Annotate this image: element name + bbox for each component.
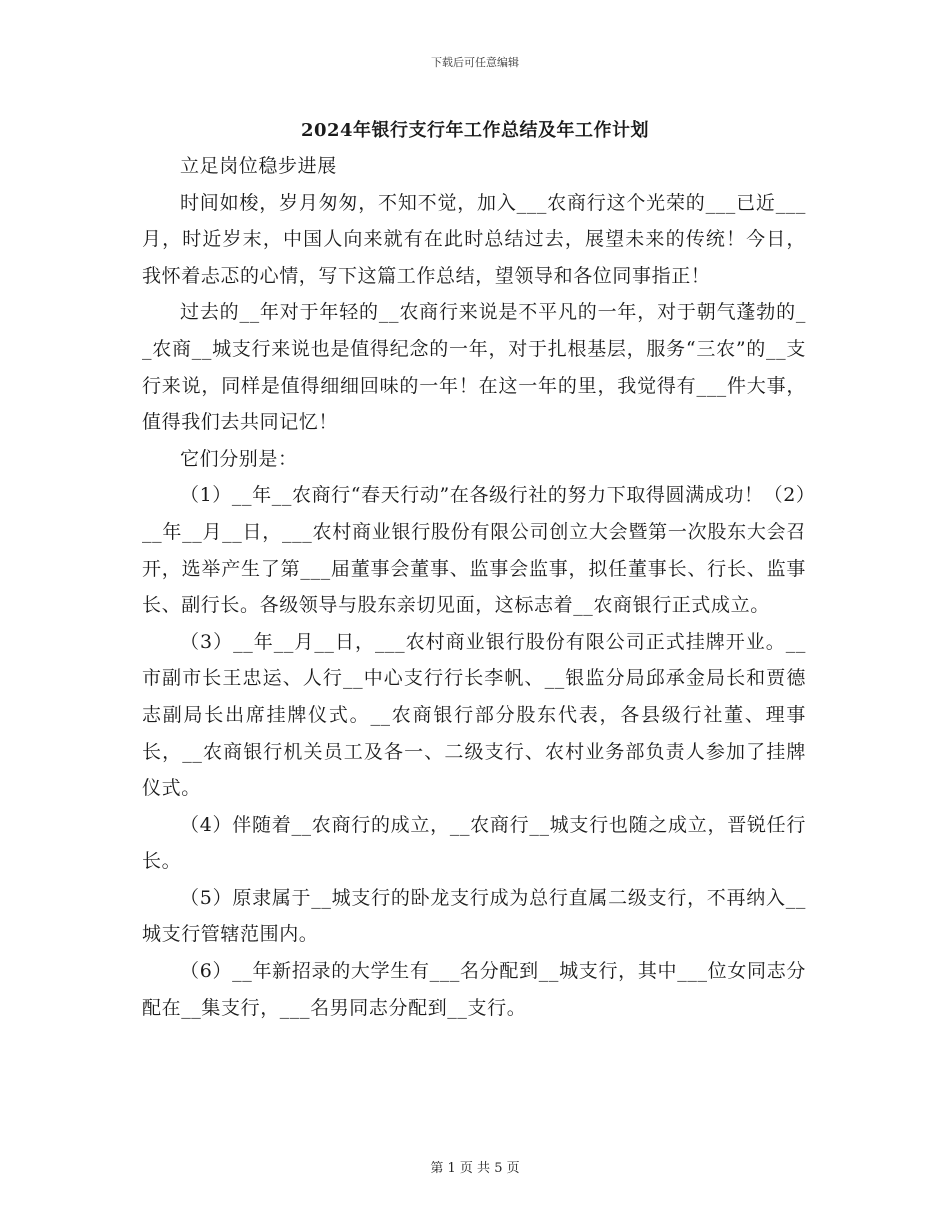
document-body xyxy=(142,148,806,1026)
page-footer: 第 1 页 共 5 页 xyxy=(430,1161,520,1176)
paragraph-item-6: （6）__年新招录的大学生有___名分配到__城支行，其中___位女同志分配在__集支行，___名男同志分配到__支行。 xyxy=(142,960,806,1019)
paragraph-past-year: 过去的__年对于年轻的__农商行来说是不平凡的一年，对于朝气蓬勃的__农商__城支行来说也是值得纪念的一年，对于扎根基层，服务“三农”的__支行来说，同样是值得细细回味的一年！在这一年的里，我觉得有___件大事，值得我们去共同记忆！ xyxy=(142,301,806,434)
paragraph-intro: 时间如梭，岁月匆匆，不知不觉，加入___农商行这个光荣的___已近___月，时近岁末，中国人向来就有在此时总结过去，展望未来的传统！今日，我怀着忐忑的心情，写下这篇工作总结，望领导和各位同事指正！ xyxy=(142,191,806,287)
paragraph-list-intro: 它们分别是： xyxy=(180,447,298,470)
header-note: 下载后可任意编辑 xyxy=(431,56,519,69)
paragraph-item-5: （5）原隶属于__城支行的卧龙支行成为总行直属二级支行，不再纳入__城支行管辖范围内。 xyxy=(142,886,806,946)
paragraph-item-4: （4）伴随着__农商行的成立，__农商行__城支行也随之成立，晋锐任行长。 xyxy=(142,813,806,873)
paragraph-subtitle: 立足岗位稳步进展 xyxy=(180,155,337,177)
paragraph-item-1-2: （1）__年__农商行“春天行动”在各级行社的努力下取得圆满成功！（2）__年__月__日，___农村商业银行股份有限公司创立大会暨第一次股东大会召开，选举产生了第___届董事会董事、监事会监事，拟任董事长、行长、监事长、副行长。各级领导与股东亲切见面，这标志着__农商银行正式成立。 xyxy=(142,484,806,617)
paragraph-item-3: （3）__年__月__日，___农村商业银行股份有限公司正式挂牌开业。__市副市长王忠运、人行__中心支行行长李帆、__银监分局邱承金局长和贾德志副局长出席挂牌仪式。__农商银行部分股东代表，各县级行社董、理事长，__农商银行机关员工及各一、二级支行、农村业务部负责人参加了挂牌仪式。 xyxy=(142,630,806,800)
document-title: 2024年银行支行年工作总结及年工作计划 xyxy=(300,120,650,141)
